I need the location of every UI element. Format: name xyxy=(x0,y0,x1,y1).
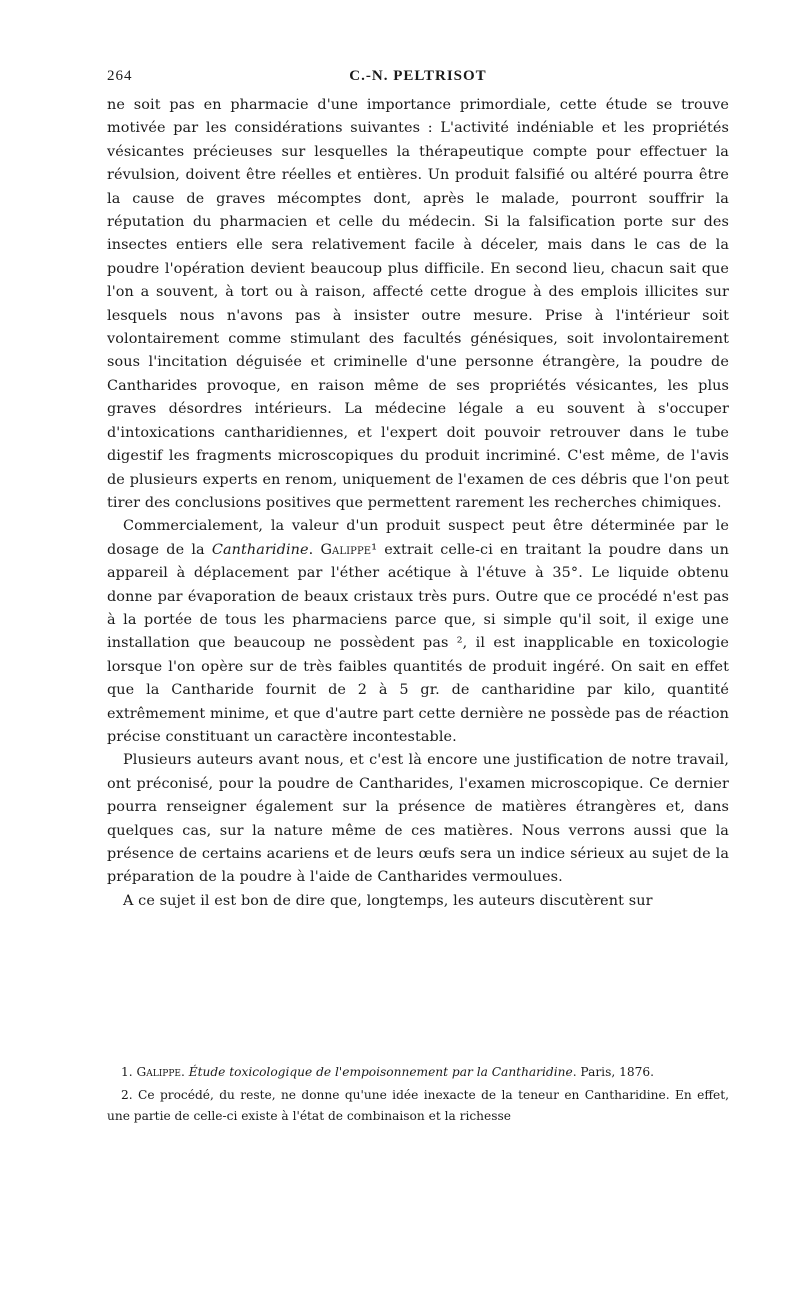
page xyxy=(107,68,729,913)
text-run: ne soit pas en pharmacie d'une importance primordiale, cette étude se trouve motivée par les considérations suivantes : L'activité indéniable et les propriétés vésicantes précieuses sur lesquelles la thérapeutique compte pour effectuer la révulsion, doivent être réelles et entières. Un produit falsifié ou altéré pourra être la cause de graves mécomptes dont, après le malade, pourront souffrir la réputation du pharmacien et celle du médecin. Si la falsification porte sur des insectes entiers elle sera relativement facile à déceler, mais dans le cas de la poudre l'opération devient beaucoup plus difficile. En second lieu, chacun sait que l'on a souvent, à tort ou à raison, affecté cette drogue à des emplois illicites sur lesquels nous n'avons pas à insister outre mesure. Prise à l'intérieur soit volontairement comme stimulant des facultés génésiques, soit involontairement sous l'incitation déguisée et criminelle d'une personne étrangère, la poudre de Cantharides provoque, en raison même de ses propriétés vésicantes, les plus graves désordres intérieurs. La médecine légale a eu souvent à s'occuper d'intoxications cantharidiennes, et l'expert doit pouvoir retrouver dans le tube digestif les fragments microscopiques du produit incriminé. C'est même, de l'avis de plusieurs experts en renom, uniquement de l'examen de ces débris que l'on peut tirer des conclusions positives que permettent rarement les recherches chimiques. xyxy=(107,97,729,511)
text-run: 2. Ce procédé, du reste, ne donne qu'une idée inexacte de la teneur en Cantharidine. En effet, une partie de celle-ci existe à l'état de combinaison et la richesse xyxy=(107,1088,729,1123)
text-run: . xyxy=(180,1065,189,1079)
text-run: Plusieurs auteurs avant nous, et c'est là encore une justification de notre travail, ont préconisé, pour la poudre de Cantharides, l'examen microscopique. Ce dernier pourra renseigner également sur la présence de matières étrangères et, dans quelques cas, sur la nature même de ces matières. Nous verrons aussi que la présence de certains acariens et de leurs œufs sera un indice sérieux au sujet de la préparation de la poudre à l'aide de Cantharides vermoulues. xyxy=(107,752,729,886)
page-number: 264 xyxy=(107,68,133,84)
paragraph-2 xyxy=(107,515,729,749)
cited-title: Étude toxicologique de l'empoisonnement par la Cantharidine xyxy=(188,1065,573,1079)
body-text xyxy=(107,94,729,913)
paragraph-3 xyxy=(107,749,729,889)
footnotes xyxy=(107,1062,729,1129)
text-run: ¹ extrait celle-ci en traitant la poudre dans un appareil à déplacement par l'éther acétique à l'étuve à 35°. Le liquide obtenu donne par évaporation de beaux cristaux très purs. Outre que ce procédé n'est pas à la portée de tous les pharmaciens parce que, si simple qu'il soit, il exige une installation que beaucoup ne possèdent pas ², il est inapplicable en toxicologie lorsque l'on opère sur de très faibles quantités de produit ingéré. On sait en effet que la Cantharide fournit de 2 à 5 gr. de cantharidine par kilo, quantité extrêmement minime, et que d'autre part cette dernière ne possède pas de réaction précise constituant un caractère incontestable. xyxy=(107,541,729,745)
text-run: . Paris, 1876. xyxy=(572,1065,654,1079)
term-cantharidine: Cantharidine xyxy=(211,541,309,558)
footnote-2 xyxy=(107,1085,729,1127)
author-name: Galippe xyxy=(136,1065,181,1079)
text-run: Commercialement, la valeur d'un produit suspect peut être déterminée par le dosage de la xyxy=(107,518,729,558)
author-name: Galippe xyxy=(320,541,372,558)
text-run: . xyxy=(308,541,321,558)
running-title: C.-N. PELTRISOT xyxy=(349,68,487,84)
footnote-1 xyxy=(107,1062,729,1083)
running-head xyxy=(107,68,729,94)
text-run: 1. xyxy=(121,1065,137,1079)
paragraph-1 xyxy=(107,94,729,515)
paragraph-4 xyxy=(107,890,729,913)
text-run: A ce sujet il est bon de dire que, longtemps, les auteurs discutèrent sur xyxy=(123,892,653,909)
